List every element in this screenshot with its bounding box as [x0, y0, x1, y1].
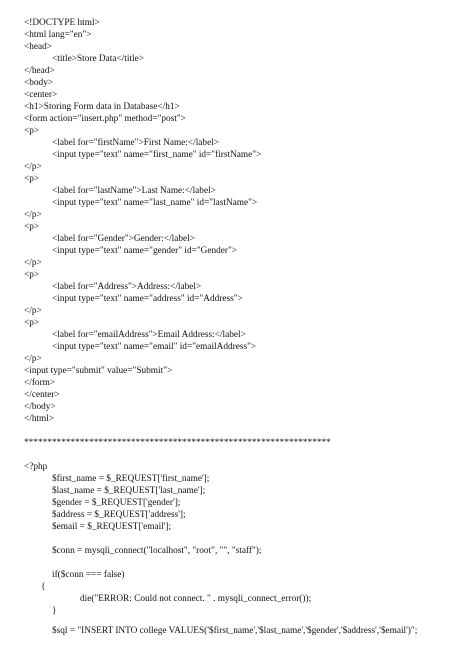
email-assign-line: $email = $_REQUEST['email']; [52, 522, 172, 532]
if-conn-line: if($conn === false) [52, 570, 125, 580]
p-open-line: <p> [24, 222, 40, 232]
p-open-line: <p> [24, 174, 40, 184]
html-open-line: <html lang="en"> [24, 30, 92, 40]
p-open-line: <p> [24, 318, 40, 328]
head-open-line: <head> [24, 42, 53, 52]
h1-line: <h1>Storing Form data in Database</h1> [24, 102, 180, 112]
body-open-line: <body> [24, 78, 54, 88]
form-open-line: <form action="insert.php" method="post"> [24, 114, 186, 124]
gender-assign-line: $gender = $_REQUEST['gender']; [52, 498, 181, 508]
head-close-line: </head> [24, 66, 55, 76]
body-close-line: </body> [24, 402, 56, 412]
open-brace-line: { [41, 582, 46, 592]
p-close-line: </p> [24, 306, 42, 316]
label-gender-line: <label for="Gender">Gender:</label> [52, 234, 195, 244]
label-address-line: <label for="Address">Address:</label> [52, 282, 202, 292]
die-line: die("ERROR: Could not connect. " . mysqli_connect_error()); [80, 594, 312, 604]
php-open-line: <?php [24, 462, 48, 472]
center-open-line: <center> [24, 90, 58, 100]
center-close-line: </center> [24, 390, 60, 400]
p-open-line: <p> [24, 126, 40, 136]
input-lastname-line: <input type="text" name="last_name" id="lastName"> [52, 198, 258, 208]
form-close-line: </form> [24, 378, 56, 388]
p-close-line: </p> [24, 210, 42, 220]
p-open-line: <p> [24, 270, 40, 280]
title-line: <title>Store Data</title> [52, 54, 144, 64]
sql-assign-line: $sql = "INSERT INTO college VALUES('$first_name','$last_name','$gender','$address','$email')"; [52, 626, 418, 636]
label-email-line: <label for="emailAddress">Email Address:</label> [52, 330, 246, 340]
p-close-line: </p> [24, 162, 42, 172]
p-close-line: </p> [24, 354, 42, 364]
label-firstname-line: <label for="firstName">First Name:</label> [52, 138, 220, 148]
input-gender-line: <input type="text" name="gender" id="Gender"> [52, 246, 238, 256]
last-name-assign-line: $last_name = $_REQUEST['last_name']; [52, 486, 206, 496]
doctype-line: <!DOCTYPE html> [24, 18, 100, 28]
input-email-line: <input type="text" name="email" id="emailAddress"> [52, 342, 257, 352]
address-assign-line: $address = $_REQUEST['address']; [52, 510, 186, 520]
first-name-assign-line: $first_name = $_REQUEST['first_name']; [52, 474, 210, 484]
conn-assign-line: $conn = mysqli_connect("localhost", "root", "", "staff"); [52, 546, 262, 556]
asterisk-separator: ****************************************************************** [24, 438, 331, 448]
label-lastname-line: <label for="lastName">Last Name:</label> [52, 186, 216, 196]
p-close-line: </p> [24, 258, 42, 268]
html-close-line: </html> [24, 414, 55, 424]
input-address-line: <input type="text" name="address" id="Address"> [52, 294, 243, 304]
input-submit-line: <input type="submit" value="Submit"> [24, 366, 173, 376]
input-firstname-line: <input type="text" name="first_name" id="firstName"> [52, 150, 262, 160]
close-brace-line: } [52, 606, 57, 616]
